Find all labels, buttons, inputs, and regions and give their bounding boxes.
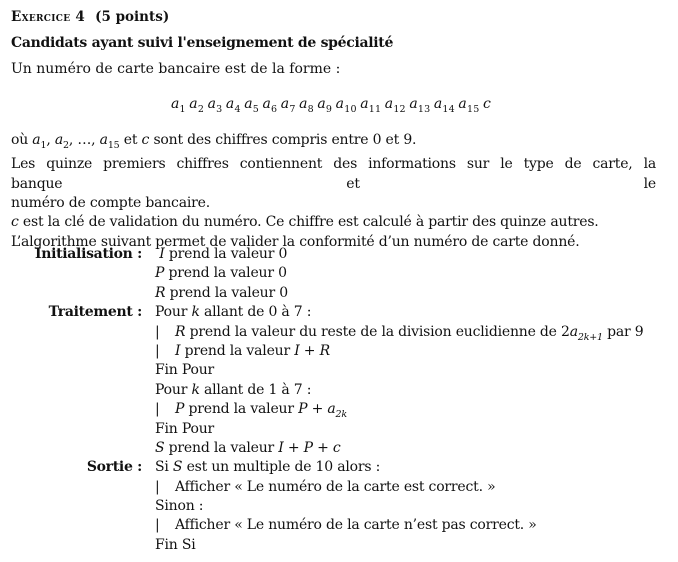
sequence-term: $a_3$ <box>207 96 223 115</box>
sequence-term: $a_{12}$ <box>384 96 406 115</box>
sequence-term: $a_{14}$ <box>433 96 455 115</box>
description-line-5: L’algorithme suivant permet de valider la conformité d’un numéro de carte donné. <box>11 233 580 250</box>
exercise-points: (5 points) <box>95 9 170 25</box>
specialty-heading: Candidats ayant suivi l'enseignement de spécialité <box>11 35 394 51</box>
sequence-check-digit: c <box>482 96 491 112</box>
sequence-term: $a_{10}$ <box>335 96 357 115</box>
description-line-4: c est la clé de validation du numéro. Ce chiffre est calculé à partir des quinze autres. <box>11 214 599 231</box>
sequence-term: $a_{15}$ <box>458 96 480 115</box>
sequence-term: $a_6$ <box>262 96 278 115</box>
exercise-heading <box>11 8 169 27</box>
sequence-term: $a_{13}$ <box>409 96 431 115</box>
description-line-3: numéro de compte bancaire. <box>11 195 210 212</box>
description-line-1: où $a_1$, $a_2$, …, $a_{15}$ et c sont des chiffres compris entre 0 et 9. <box>11 132 417 151</box>
card-number-sequence <box>171 95 491 119</box>
sequence-term: $a_2$ <box>189 96 205 115</box>
sequence-term: $a_{11}$ <box>360 96 382 115</box>
section-label-output: Sortie : <box>86 459 142 476</box>
sequence-term: $a_4$ <box>225 96 241 115</box>
sequence-term: $a_5$ <box>244 96 259 115</box>
intro-text: Un numéro de carte bancaire est de la forme : <box>11 61 341 77</box>
description <box>11 131 656 252</box>
exercise-title: Exercice 4 <box>11 9 86 25</box>
sequence-term: $a_7$ <box>280 96 296 115</box>
section-label-treatment: Traitement : <box>48 304 142 321</box>
sequence-term: $a_1$ <box>171 96 186 115</box>
description-line-2: Les quinze premiers chiffres contiennent des informations sur le type de carte, la banque et le <box>11 156 656 192</box>
sequence-term: $a_9$ <box>317 96 333 115</box>
section-label-init: Initialisation : <box>34 246 142 262</box>
sequence-term: $a_8$ <box>299 96 314 115</box>
